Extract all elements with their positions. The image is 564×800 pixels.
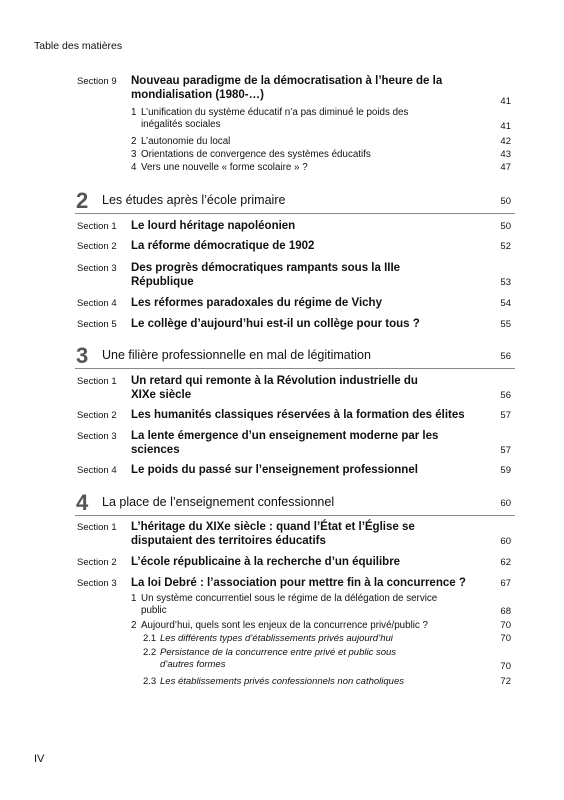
subsubsection-number: 2.3 xyxy=(143,676,157,687)
section-title: L’héritage du XIXe siècle : quand l’État et l’Église se disputaient des territoires éducatifs xyxy=(131,521,415,547)
page-number: 41 xyxy=(500,96,511,107)
subsection-number: 1 xyxy=(131,107,137,118)
section-label: Section 9 xyxy=(77,76,117,87)
running-head: Table des matières xyxy=(34,40,123,52)
subsection-title: Vers une nouvelle « forme scolaire » ? xyxy=(141,162,308,173)
subsection-number: 2 xyxy=(131,620,137,631)
section-label: Section 3 xyxy=(77,431,117,442)
chapter-title: Une filière professionnelle en mal de légitimation xyxy=(102,348,371,362)
page-number: 50 xyxy=(500,221,511,232)
section-label: Section 4 xyxy=(77,465,117,476)
subsection-title: L’autonomie du local xyxy=(141,136,231,147)
section-label: Section 3 xyxy=(77,578,117,589)
page-number: 55 xyxy=(500,319,511,330)
page-number: 53 xyxy=(500,277,511,288)
subsection-title: Aujourd’hui, quels sont les enjeux de la concurrence privé/public ? xyxy=(141,620,429,631)
chapter-divider xyxy=(75,515,515,516)
page-number: 70 xyxy=(500,633,511,644)
page-number: 52 xyxy=(500,241,511,252)
subsubsection-title: Les établissements privés confessionnels non catholiques xyxy=(160,676,404,687)
subsection-number: 3 xyxy=(131,149,137,160)
section-title: La réforme démocratique de 1902 xyxy=(131,240,315,252)
page-number: 42 xyxy=(500,136,511,147)
subsection-title: L’unification du système éducatif n’a pas diminué le poids des inégalités sociales xyxy=(141,107,409,130)
section-title: Le collège d’aujourd’hui est-il un collège pour tous ? xyxy=(131,318,420,330)
section-title: Un retard qui remonte à la Révolution industrielle du XIXe siècle xyxy=(131,375,418,401)
section-title: La loi Debré : l’association pour mettre fin à la concurrence ? xyxy=(131,577,466,589)
chapter-divider xyxy=(75,368,515,369)
section-title: Des progrès démocratiques rampants sous la IIIe République xyxy=(131,262,401,288)
page-number: 68 xyxy=(500,606,511,617)
page-number: 70 xyxy=(500,620,511,631)
chapter-divider xyxy=(75,213,515,214)
page-number: 60 xyxy=(500,536,511,547)
section-title: Le poids du passé sur l’enseignement professionnel xyxy=(131,464,418,476)
subsection-title: Orientations de convergence des systèmes éducatifs xyxy=(141,149,371,160)
page-folio: IV xyxy=(34,753,45,765)
subsection-number: 2 xyxy=(131,136,137,147)
section-label: Section 2 xyxy=(77,241,117,252)
subsubsection-number: 2.2 xyxy=(143,647,157,658)
section-title: Le lourd héritage napoléonien xyxy=(131,220,296,232)
section-label: Section 3 xyxy=(77,263,117,274)
section-label: Section 2 xyxy=(77,557,117,568)
section-title: Nouveau paradigme de la démocratisation à l’heure de la mondialisation (1980-…) xyxy=(131,75,443,101)
page-number: 57 xyxy=(500,445,511,456)
page-number: 72 xyxy=(500,676,511,687)
section-label: Section 5 xyxy=(77,319,117,330)
page-number: 56 xyxy=(500,351,511,362)
chapter-number: 2 xyxy=(76,188,89,213)
page-number: 54 xyxy=(500,298,511,309)
section-title: Les réformes paradoxales du régime de Vichy xyxy=(131,297,382,309)
section-label: Section 4 xyxy=(77,298,117,309)
section-title: Les humanités classiques réservées à la formation des élites xyxy=(131,409,465,421)
page-number: 43 xyxy=(500,149,511,160)
page-number: 67 xyxy=(500,578,511,589)
page-number: 50 xyxy=(500,196,511,207)
page-number: 57 xyxy=(500,410,511,421)
page-number: 41 xyxy=(500,121,511,132)
page-number: 59 xyxy=(500,465,511,476)
section-title: La lente émergence d’un enseignement moderne par les sciences xyxy=(131,430,439,456)
chapter-title: La place de l’enseignement confessionnel xyxy=(102,495,335,509)
page-number: 60 xyxy=(500,498,511,509)
section-label: Section 2 xyxy=(77,410,117,421)
page-number: 56 xyxy=(500,390,511,401)
page-number: 62 xyxy=(500,557,511,568)
page-number: 47 xyxy=(500,162,511,173)
chapter-title: Les études après l’école primaire xyxy=(102,193,286,207)
subsubsection-title: Les différents types d’établissements privés aujourd’hui xyxy=(160,633,393,644)
subsection-number: 4 xyxy=(131,162,137,173)
section-label: Section 1 xyxy=(77,522,117,533)
chapter-number: 3 xyxy=(76,343,89,368)
section-label: Section 1 xyxy=(77,221,117,232)
subsubsection-number: 2.1 xyxy=(143,633,157,644)
subsection-title: Un système concurrentiel sous le régime de la délégation de service public xyxy=(141,593,438,616)
section-title: L’école républicaine à la recherche d’un équilibre xyxy=(131,556,401,568)
chapter-number: 4 xyxy=(76,490,89,515)
page-number: 70 xyxy=(500,661,511,672)
section-label: Section 1 xyxy=(77,376,117,387)
subsection-number: 1 xyxy=(131,593,137,604)
subsubsection-title: Persistance de la concurrence entre privé et public sous d’autres formes xyxy=(160,647,397,670)
